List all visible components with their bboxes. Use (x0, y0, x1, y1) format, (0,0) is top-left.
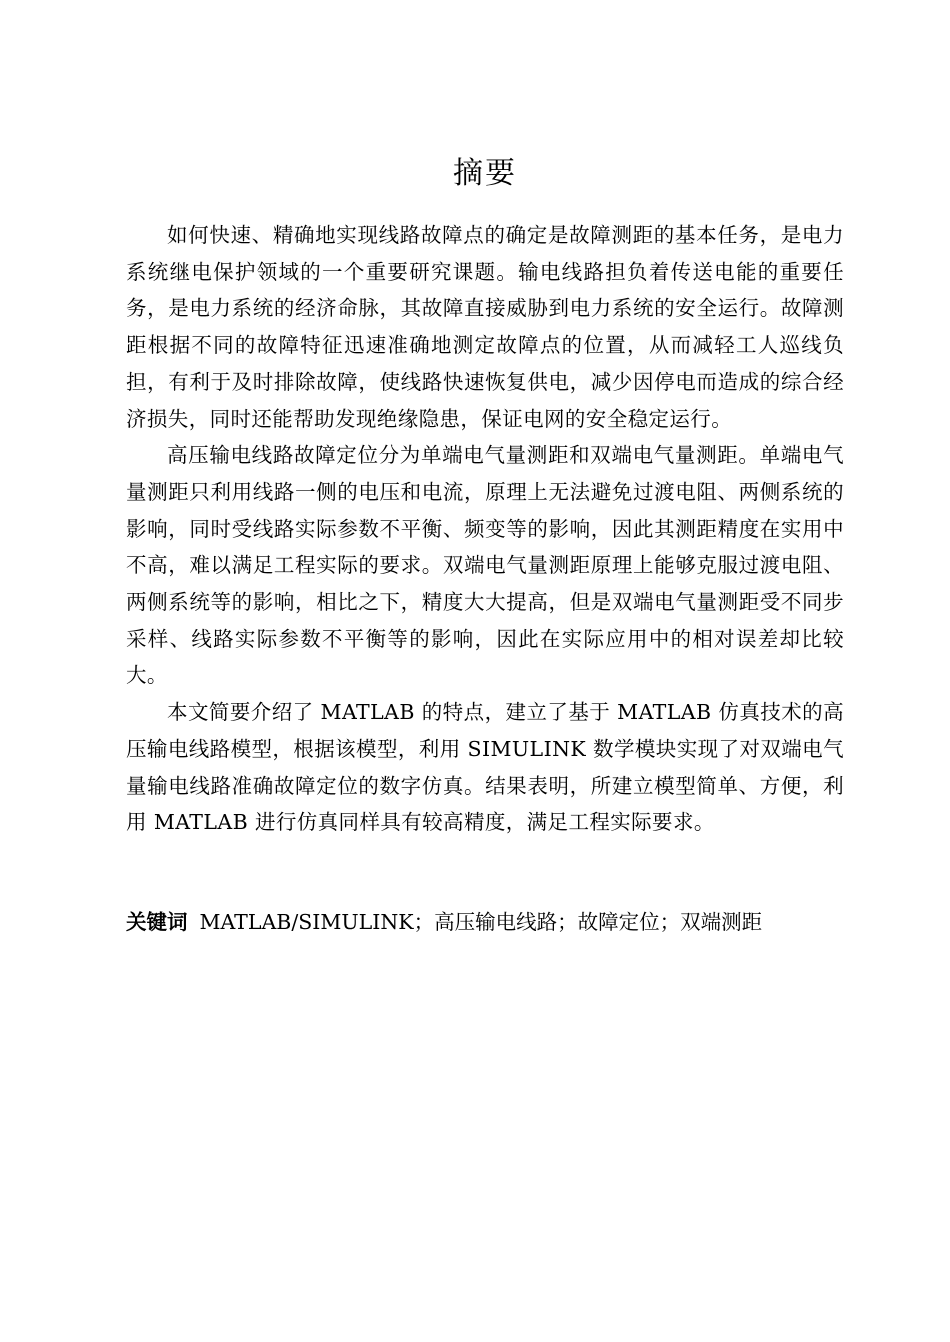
abstract-paragraph-1: 如何快速、精确地实现线路故障点的确定是故障测距的基本任务，是电力系统继电保护领域的一个重要研究课题。输电线路担负着传送电能的重要任务，是电力系统的经济命脉，其故障直接威胁到电力系统的安全运行。故障测距根据不同的故障特征迅速准确地测定故障点的位置，从而减轻工人巡线负担，有利于及时排除故障，使线路快速恢复供电，减少因停电而造成的综合经济损失，同时还能帮助发现绝缘隐患，保证电网的安全稳定运行。 (126, 223, 844, 431)
keywords-text: MATLAB/SIMULINK；高压输电线路；故障定位；双端测距 (199, 910, 763, 934)
keywords-label: 关键词 (126, 910, 188, 934)
abstract-body (126, 217, 844, 841)
abstract-paragraph-2: 高压输电线路故障定位分为单端电气量测距和双端电气量测距。单端电气量测距只利用线路一侧的电压和电流，原理上无法避免过渡电阻、两侧系统的影响，同时受线路实际参数不平衡、频变等的影响，因此其测距精度在实用中不高，难以满足工程实际的要求。双端电气量测距原理上能够克服过渡电阻、两侧系统等的影响，相比之下，精度大大提高，但是双端电气量测距受不同步采样、线路实际参数不平衡等的影响，因此在实际应用中的相对误差却比较大。 (126, 443, 844, 688)
keywords-line (126, 904, 844, 940)
abstract-paragraph-3: 本文简要介绍了 MATLAB 的特点，建立了基于 MATLAB 仿真技术的高压输电线路模型，根据该模型，利用 SIMULINK 数学模块实现了对双端电气量输电线路准确故障定位的数字仿真。结果表明，所建立模型简单、方便，利用 MATLAB 进行仿真同样具有较高精度，满足工程实际要求。 (126, 700, 844, 835)
page-title: 摘要 (453, 156, 517, 191)
